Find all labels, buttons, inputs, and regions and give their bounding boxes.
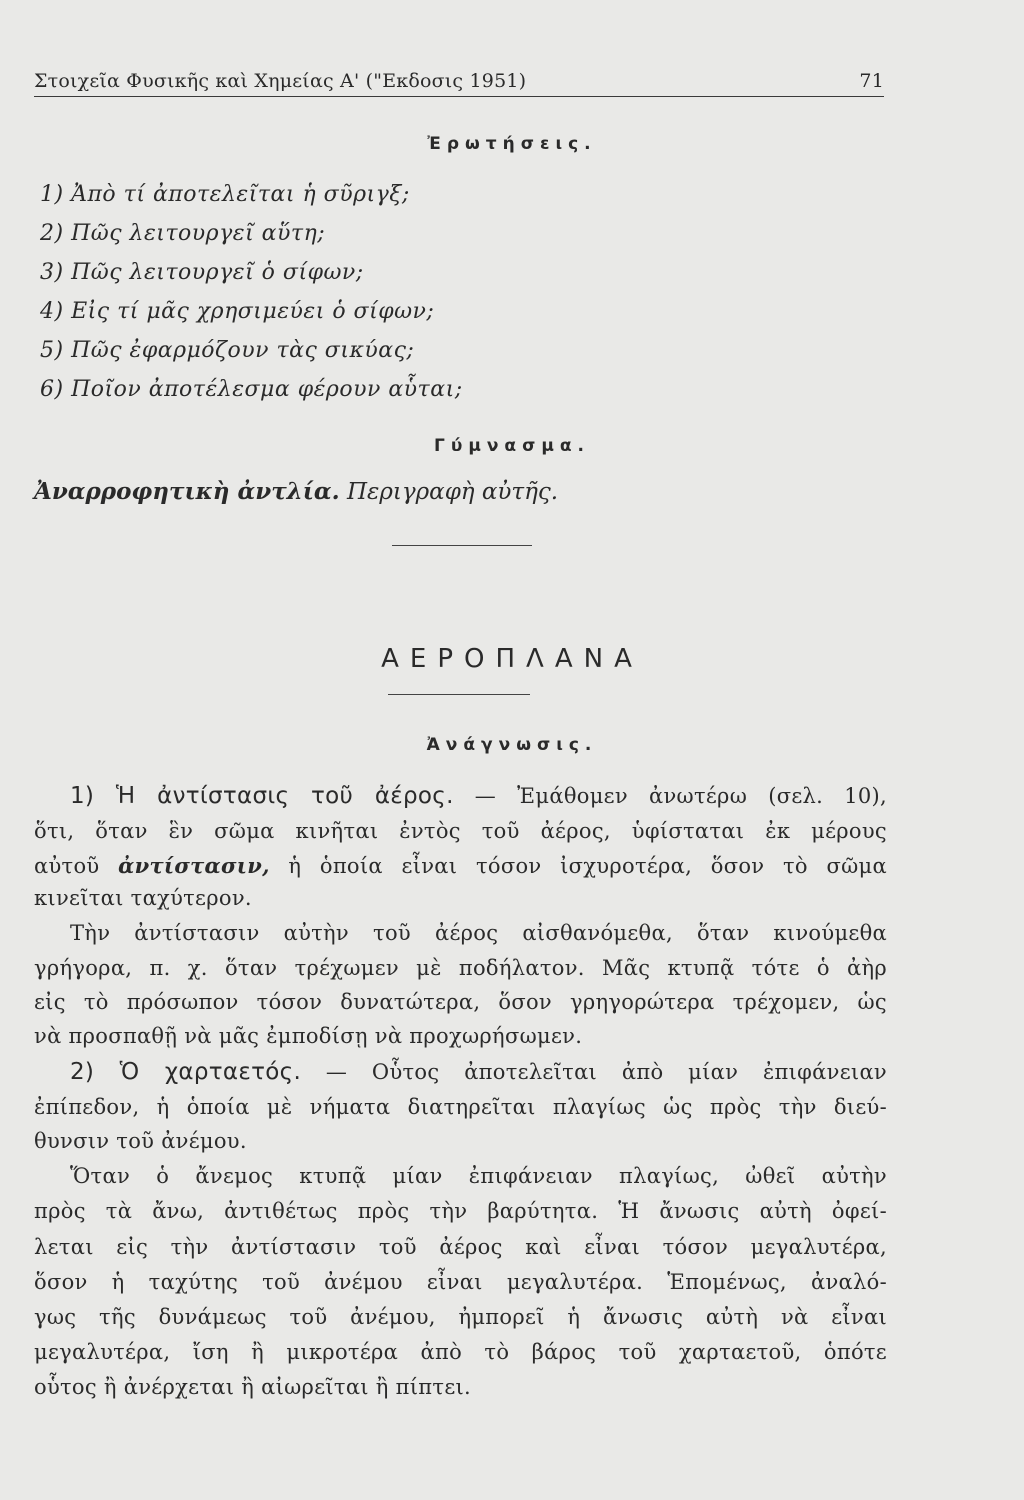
body-line: γρήγορα, π. χ. ὅταν τρέχωμεν μὲ ποδήλατον. Μᾶς κτυπᾷ τότε ὁ ἀὴρ: [34, 956, 887, 980]
exercise-text: [34, 478, 558, 505]
running-header: [34, 70, 884, 97]
body-line: Τὴν ἀντίστασιν αὐτὴν τοῦ ἀέρος αἰσθανόμεθα, ὅταν κινούμεθα: [70, 921, 887, 945]
body-line: [70, 1059, 887, 1085]
body-line: νὰ προσπαθῇ νὰ μᾶς ἐμποδίσῃ νὰ προχωρήσωμεν.: [34, 1024, 583, 1048]
body-line: πρὸς τὰ ἄνω, ἀντιθέτως πρὸς τὴν βαρύτητα. Ἡ ἄνωσις αὐτὴ ὀφεί-: [34, 1199, 887, 1223]
question-item: 5) Πῶς ἐφαρμόζουν τὰς σικύας;: [40, 338, 415, 363]
paragraph-lead: 2) Ὁ χαρταετός.: [70, 1059, 302, 1085]
line-text: αὐτοῦ: [34, 854, 119, 878]
question-item: 1) Ἀπὸ τί ἀποτελεῖται ἡ σῦριγξ;: [40, 182, 410, 207]
reading-heading: Ἀνάγνωσις.: [426, 735, 598, 755]
questions-heading: Ἐρωτήσεις.: [427, 134, 597, 154]
body-line: ὅτι, ὅταν ἓν σῶμα κινῆται ἐντὸς τοῦ ἀέρος, ὑφίσταται ἐκ μέρους: [34, 819, 887, 843]
exercise-bold: Ἀναρροφητικὴ ἀντλία.: [34, 478, 340, 505]
line-text: — Οὗτος ἀποτελεῖται ἀπὸ μίαν ἐπιφάνειαν: [325, 1060, 887, 1084]
divider-rule: [392, 545, 532, 546]
body-line: [70, 783, 887, 809]
body-line: κινεῖται ταχύτερον.: [34, 886, 252, 910]
body-line: Ὅταν ὁ ἄνεμος κτυπᾷ μίαν ἐπιφάνειαν πλαγίως, ὠθεῖ αὐτὴν: [70, 1164, 887, 1188]
exercise-heading: Γύμνασμα.: [434, 436, 590, 456]
exercise-rest: Περιγραφὴ αὐτῆς.: [339, 479, 559, 505]
body-line: θυνσιν τοῦ ἀνέμου.: [34, 1129, 247, 1153]
bold-term: ἀντίστασιν,: [118, 853, 270, 878]
question-item: 3) Πῶς λειτουργεῖ ὁ σίφων;: [40, 260, 364, 285]
line-text: ἡ ὁποία εἶναι τόσον ἰσχυροτέρα, ὅσον τὸ σῶμα: [269, 854, 887, 878]
question-item: 4) Εἰς τί μᾶς χρησιμεύει ὁ σίφων;: [40, 299, 435, 324]
body-line: ὅσον ἡ ταχύτης τοῦ ἀνέμου εἶναι μεγαλυτέρα. Ἑπομένως, ἀναλό-: [34, 1270, 887, 1294]
paragraph-lead: 1) Ἡ ἀντίστασις τοῦ ἀέρος.: [70, 783, 454, 809]
body-line: γως τῆς δυνάμεως τοῦ ἀνέμου, ἠμπορεῖ ἡ ἄνωσις αὐτὴ νὰ εἶναι: [34, 1305, 887, 1329]
body-line: ἐπίπεδον, ἡ ὁποία μὲ νήματα διατηρεῖται πλαγίως ὡς πρὸς τὴν διεύ-: [34, 1095, 887, 1119]
divider-rule: [388, 694, 530, 695]
section-title: ΑΕΡΟΠΛΑΝΑ: [381, 644, 643, 674]
body-line: [34, 853, 887, 878]
line-text: — Ἐμάθομεν ἀνωτέρω (σελ. 10),: [474, 784, 887, 808]
body-line: λεται εἰς τὴν ἀντίστασιν τοῦ ἀέρος καὶ εἶναι τόσον μεγαλυτέρα,: [34, 1235, 887, 1259]
body-line: μεγαλυτέρα, ἴση ἢ μικροτέρα ἀπὸ τὸ βάρος τοῦ χαρταετοῦ, ὁπότε: [34, 1340, 887, 1364]
body-line: οὗτος ἢ ἀνέρχεται ἢ αἰωρεῖται ἢ πίπτει.: [34, 1375, 472, 1399]
body-line: εἰς τὸ πρόσωπον τόσον δυνατώτερα, ὅσον γρηγορώτερα τρέχομεν, ὡς: [34, 990, 887, 1014]
question-item: 2) Πῶς λειτουργεῖ αὕτη;: [40, 221, 326, 246]
page-number: 71: [859, 70, 884, 92]
question-item: 6) Ποῖον ἀποτέλεσμα φέρουν αὗται;: [40, 377, 463, 402]
header-title: Στοιχεῖα Φυσικῆς καὶ Χημείας Α' ("Εκδοσις 1951): [34, 70, 527, 92]
